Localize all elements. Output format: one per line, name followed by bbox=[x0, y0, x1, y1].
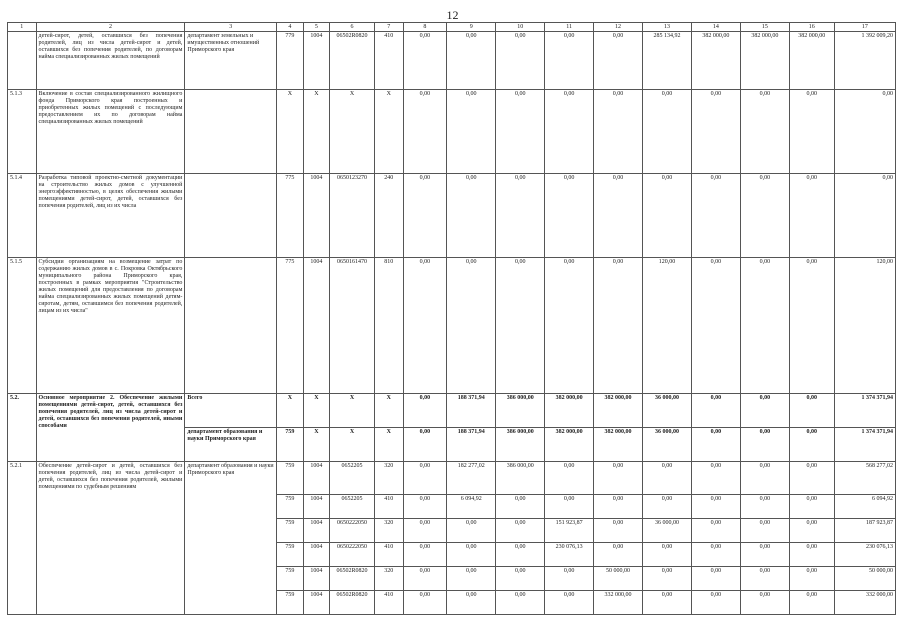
table-cell: 0,00 bbox=[643, 90, 692, 174]
table-cell: 06502R0820 bbox=[330, 591, 375, 615]
table-cell: 1 392 009,20 bbox=[834, 32, 895, 90]
table-cell: 320 bbox=[374, 567, 403, 591]
executor-total: Всего bbox=[185, 394, 277, 428]
table-cell: 386 000,00 bbox=[496, 394, 545, 428]
table-cell: 0,00 bbox=[594, 519, 643, 543]
row-name: Обеспечение детей-сирот и детей, оставшихся без попечения родителей, лиц из числа детей-сирот и детей, оставшихся без попечения родителей, жилыми помещениями по судебным решениям bbox=[36, 462, 185, 615]
table-cell: 0,00 bbox=[496, 591, 545, 615]
column-header: 16 bbox=[789, 23, 834, 32]
column-header: 12 bbox=[594, 23, 643, 32]
row-number: 5.2. bbox=[8, 394, 37, 462]
table-cell: 410 bbox=[374, 32, 403, 90]
table-cell: 6 094,92 bbox=[447, 495, 496, 519]
table-cell: 0,00 bbox=[594, 90, 643, 174]
table-cell: 0,00 bbox=[403, 394, 447, 428]
table-cell: 0,00 bbox=[496, 258, 545, 394]
table-cell: 0,00 bbox=[403, 567, 447, 591]
table-cell: 810 bbox=[374, 258, 403, 394]
column-header: 14 bbox=[691, 23, 740, 32]
table-cell: 0,00 bbox=[403, 32, 447, 90]
table-cell: 0,00 bbox=[545, 90, 594, 174]
table-cell: 759 bbox=[277, 591, 304, 615]
column-header: 7 bbox=[374, 23, 403, 32]
table-cell: 0,00 bbox=[594, 174, 643, 258]
table-cell: 06502R0820 bbox=[330, 567, 375, 591]
row-number: 5.1.4 bbox=[8, 174, 37, 258]
table-cell: 0,00 bbox=[496, 32, 545, 90]
table-cell: 759 bbox=[277, 428, 304, 462]
table-cell: 0,00 bbox=[789, 567, 834, 591]
table-cell: 386 000,00 bbox=[496, 428, 545, 462]
table-row bbox=[8, 32, 896, 90]
table-cell: 0,00 bbox=[447, 258, 496, 394]
table-cell: 0,00 bbox=[740, 591, 789, 615]
table-cell: 1004 bbox=[303, 32, 330, 90]
column-header: 5 bbox=[303, 23, 330, 32]
table-cell: 0,00 bbox=[403, 174, 447, 258]
table-cell: 0,00 bbox=[789, 90, 834, 174]
table-cell: 0,00 bbox=[691, 428, 740, 462]
table-cell: 0,00 bbox=[740, 495, 789, 519]
table-cell: 0,00 bbox=[594, 32, 643, 90]
executor bbox=[185, 174, 277, 258]
table-cell: 0,00 bbox=[691, 174, 740, 258]
table-cell: 0,00 bbox=[643, 591, 692, 615]
table-cell: 0,00 bbox=[496, 495, 545, 519]
table-cell: 0,00 bbox=[740, 428, 789, 462]
table-cell: 0,00 bbox=[740, 567, 789, 591]
table-cell: 0650222050 bbox=[330, 519, 375, 543]
table-cell: 50 000,00 bbox=[594, 567, 643, 591]
table-cell: 285 134,92 bbox=[643, 32, 692, 90]
table-cell: 0,00 bbox=[594, 495, 643, 519]
table-cell: 36 000,00 bbox=[643, 394, 692, 428]
budget-table bbox=[7, 22, 896, 615]
table-cell: X bbox=[303, 90, 330, 174]
row-name: Субсидии организациям на возмещение затрат по содержанию жилых домов в с. Покровка Октябрьского муниципального района Приморского края, построенных в рамках мероприятия "Строительство жилых помещений для предоставления по договорам найма специализированных жилых помещений детям-сиротам, детям, оставшимся без попечения родителей, лицам из их числа" bbox=[36, 258, 185, 394]
row-name: Разработка типовой проектно-сметной документации на строительство жилых домов с улучшенной энергоэффективностью, в целях обеспечения жилыми помещениями детей-сирот, детей, оставшихся без попечения родителей, лиц из их числа bbox=[36, 174, 185, 258]
table-row bbox=[8, 258, 896, 394]
table-cell: 320 bbox=[374, 519, 403, 543]
table-cell: X bbox=[277, 394, 304, 428]
table-cell: 1 374 371,94 bbox=[834, 428, 895, 462]
table-cell: 0,00 bbox=[545, 567, 594, 591]
table-cell: 0,00 bbox=[447, 174, 496, 258]
row-number: 5.2.1 bbox=[8, 462, 37, 615]
executor: департамент образования и науки Приморского края bbox=[185, 462, 277, 615]
table-cell: 0,00 bbox=[545, 495, 594, 519]
table-cell: 0,00 bbox=[403, 591, 447, 615]
row-name: Основное мероприятие 2. Обеспечение жилыми помещениями детей-сирот, детей, оставшихся без попечения родителей, лиц из числа детей-сирот и детей, оставшихся без попечения родителей, иными способами bbox=[36, 394, 185, 462]
table-cell: X bbox=[277, 90, 304, 174]
table-cell: 188 371,94 bbox=[447, 428, 496, 462]
column-header: 4 bbox=[277, 23, 304, 32]
table-cell: 0,00 bbox=[789, 495, 834, 519]
column-header: 3 bbox=[185, 23, 277, 32]
table-cell: 120,00 bbox=[643, 258, 692, 394]
table-cell: 0,00 bbox=[691, 495, 740, 519]
table-cell: 0,00 bbox=[643, 174, 692, 258]
column-header: 15 bbox=[740, 23, 789, 32]
table-cell: 0,00 bbox=[403, 462, 447, 495]
column-header: 17 bbox=[834, 23, 895, 32]
table-cell: 0,00 bbox=[643, 462, 692, 495]
table-cell: 0,00 bbox=[691, 394, 740, 428]
table-cell: 0,00 bbox=[545, 32, 594, 90]
table-cell: 759 bbox=[277, 543, 304, 567]
table-cell: 0,00 bbox=[545, 591, 594, 615]
table-cell: 0,00 bbox=[789, 394, 834, 428]
table-cell: 6 094,92 bbox=[834, 495, 895, 519]
table-row bbox=[8, 394, 896, 428]
table-cell: 0652205 bbox=[330, 495, 375, 519]
column-header: 10 bbox=[496, 23, 545, 32]
table-cell: 759 bbox=[277, 567, 304, 591]
table-cell: 0,00 bbox=[403, 258, 447, 394]
table-cell: 187 923,87 bbox=[834, 519, 895, 543]
table-cell: 0650123270 bbox=[330, 174, 375, 258]
table-cell: 382 000,00 bbox=[740, 32, 789, 90]
table-cell: 382 000,00 bbox=[545, 394, 594, 428]
table-cell: X bbox=[374, 428, 403, 462]
table-cell: 332 000,00 bbox=[594, 591, 643, 615]
table-cell: 775 bbox=[277, 174, 304, 258]
table-cell: 0,00 bbox=[403, 519, 447, 543]
table-cell: X bbox=[303, 428, 330, 462]
table-cell: 36 000,00 bbox=[643, 428, 692, 462]
table-cell: 0,00 bbox=[643, 495, 692, 519]
table-cell: 1004 bbox=[303, 591, 330, 615]
table-cell: 0,00 bbox=[691, 258, 740, 394]
table-cell: 759 bbox=[277, 462, 304, 495]
table-cell: 382 000,00 bbox=[594, 428, 643, 462]
table-cell: 0,00 bbox=[789, 174, 834, 258]
executor: департамент земельных и имущественных отношений Приморского края bbox=[185, 32, 277, 90]
table-row bbox=[8, 174, 896, 258]
column-header: 6 bbox=[330, 23, 375, 32]
table-cell: 0,00 bbox=[789, 591, 834, 615]
table-cell: 0,00 bbox=[403, 543, 447, 567]
table-cell: 0,00 bbox=[789, 543, 834, 567]
table-cell: 1004 bbox=[303, 519, 330, 543]
table-cell: 0,00 bbox=[740, 174, 789, 258]
table-cell: 0,00 bbox=[691, 462, 740, 495]
table-cell: 0,00 bbox=[447, 591, 496, 615]
table-cell: 0,00 bbox=[740, 258, 789, 394]
table-cell: 0,00 bbox=[447, 543, 496, 567]
table-cell: 1004 bbox=[303, 462, 330, 495]
table-cell: 410 bbox=[374, 543, 403, 567]
row-number bbox=[8, 32, 37, 90]
table-cell: 0,00 bbox=[789, 519, 834, 543]
table-cell: 0,00 bbox=[789, 258, 834, 394]
table-cell: 0,00 bbox=[691, 543, 740, 567]
column-header: 9 bbox=[447, 23, 496, 32]
table-cell: 0,00 bbox=[740, 394, 789, 428]
table-cell: 386 000,00 bbox=[496, 462, 545, 495]
table-cell: X bbox=[374, 394, 403, 428]
table-cell: 0,00 bbox=[740, 543, 789, 567]
table-cell: 759 bbox=[277, 519, 304, 543]
table-cell: 36 000,00 bbox=[643, 519, 692, 543]
table-cell: X bbox=[330, 428, 375, 462]
table-cell: 0,00 bbox=[691, 90, 740, 174]
row-name: Включение в состав специализированного жилищного фонда Приморского края построенных и приобретенных жилых помещений с последующим предоставлением их по договорам найма специализированных жилых помещений bbox=[36, 90, 185, 174]
table-cell: 1 374 371,94 bbox=[834, 394, 895, 428]
table-cell: 0,00 bbox=[594, 543, 643, 567]
table-cell: 0,00 bbox=[740, 462, 789, 495]
table-cell: 1004 bbox=[303, 258, 330, 394]
table-cell: 779 bbox=[277, 32, 304, 90]
table-cell: 0650222050 bbox=[330, 543, 375, 567]
table-cell: 382 000,00 bbox=[594, 394, 643, 428]
table-cell: 0,00 bbox=[740, 90, 789, 174]
table-cell: 0,00 bbox=[691, 519, 740, 543]
table-cell: 410 bbox=[374, 591, 403, 615]
table-cell: 0,00 bbox=[834, 174, 895, 258]
table-cell: 50 000,00 bbox=[834, 567, 895, 591]
table-cell: 0,00 bbox=[594, 258, 643, 394]
table-cell: 382 000,00 bbox=[691, 32, 740, 90]
table-cell: 0,00 bbox=[403, 90, 447, 174]
table-cell: 410 bbox=[374, 495, 403, 519]
table-cell: 775 bbox=[277, 258, 304, 394]
table-row bbox=[8, 90, 896, 174]
page-number: 12 bbox=[446, 8, 459, 22]
table-cell: 0,00 bbox=[403, 428, 447, 462]
table-cell: 240 bbox=[374, 174, 403, 258]
table-cell: 332 000,00 bbox=[834, 591, 895, 615]
table-cell: 0,00 bbox=[594, 462, 643, 495]
table-cell: 1004 bbox=[303, 567, 330, 591]
table-cell: 382 000,00 bbox=[789, 32, 834, 90]
table-row bbox=[8, 462, 896, 495]
table-cell: 0,00 bbox=[545, 174, 594, 258]
table-cell: 0,00 bbox=[789, 428, 834, 462]
table-cell: 0,00 bbox=[834, 90, 895, 174]
row-number: 5.1.5 bbox=[8, 258, 37, 394]
table-cell: 0,00 bbox=[496, 90, 545, 174]
table-cell: X bbox=[330, 394, 375, 428]
table-cell: 0,00 bbox=[403, 495, 447, 519]
table-cell: 0,00 bbox=[643, 567, 692, 591]
table-cell: 1004 bbox=[303, 174, 330, 258]
table-cell: 182 277,02 bbox=[447, 462, 496, 495]
executor bbox=[185, 90, 277, 174]
executor: департамент образования и науки Приморского края bbox=[185, 428, 277, 462]
table-header-row bbox=[8, 23, 896, 32]
table-cell: 151 923,87 bbox=[545, 519, 594, 543]
table-cell: 120,00 bbox=[834, 258, 895, 394]
table-cell: 230 076,13 bbox=[545, 543, 594, 567]
table-cell: 1004 bbox=[303, 543, 330, 567]
table-cell: 0,00 bbox=[447, 567, 496, 591]
table-cell: 0,00 bbox=[545, 462, 594, 495]
table-cell: 0,00 bbox=[691, 591, 740, 615]
table-cell: 0,00 bbox=[496, 567, 545, 591]
column-header: 11 bbox=[545, 23, 594, 32]
table-cell: 0,00 bbox=[496, 519, 545, 543]
column-header: 1 bbox=[8, 23, 37, 32]
table-cell: 0,00 bbox=[496, 543, 545, 567]
row-number: 5.1.3 bbox=[8, 90, 37, 174]
table-cell: 0652205 bbox=[330, 462, 375, 495]
table-cell: 0,00 bbox=[691, 567, 740, 591]
table-cell: 568 277,02 bbox=[834, 462, 895, 495]
table-cell: 06502R0820 bbox=[330, 32, 375, 90]
table-cell: 382 000,00 bbox=[545, 428, 594, 462]
column-header: 2 bbox=[36, 23, 185, 32]
column-header: 13 bbox=[643, 23, 692, 32]
table-cell: 1004 bbox=[303, 495, 330, 519]
table-cell: 0,00 bbox=[643, 543, 692, 567]
table-cell: 320 bbox=[374, 462, 403, 495]
table-cell: 230 076,13 bbox=[834, 543, 895, 567]
table-cell: 0,00 bbox=[740, 519, 789, 543]
table-cell: 0,00 bbox=[447, 32, 496, 90]
table-cell: 188 371,94 bbox=[447, 394, 496, 428]
table-cell: 0,00 bbox=[545, 258, 594, 394]
column-header: 8 bbox=[403, 23, 447, 32]
row-name: детей-сирот, детей, оставшихся без попечения родителей, лиц из числа детей-сирот и детей, оставшихся без попечения родителей, по договорам найма специализированных жилых помещений bbox=[36, 32, 185, 90]
table-cell: 759 bbox=[277, 495, 304, 519]
table-cell: 0,00 bbox=[789, 462, 834, 495]
table-cell: 0,00 bbox=[496, 174, 545, 258]
table-cell: 0650161470 bbox=[330, 258, 375, 394]
table-cell: 0,00 bbox=[447, 90, 496, 174]
table-cell: 0,00 bbox=[447, 519, 496, 543]
executor bbox=[185, 258, 277, 394]
table-cell: X bbox=[303, 394, 330, 428]
table-cell: X bbox=[330, 90, 375, 174]
table-cell: X bbox=[374, 90, 403, 174]
